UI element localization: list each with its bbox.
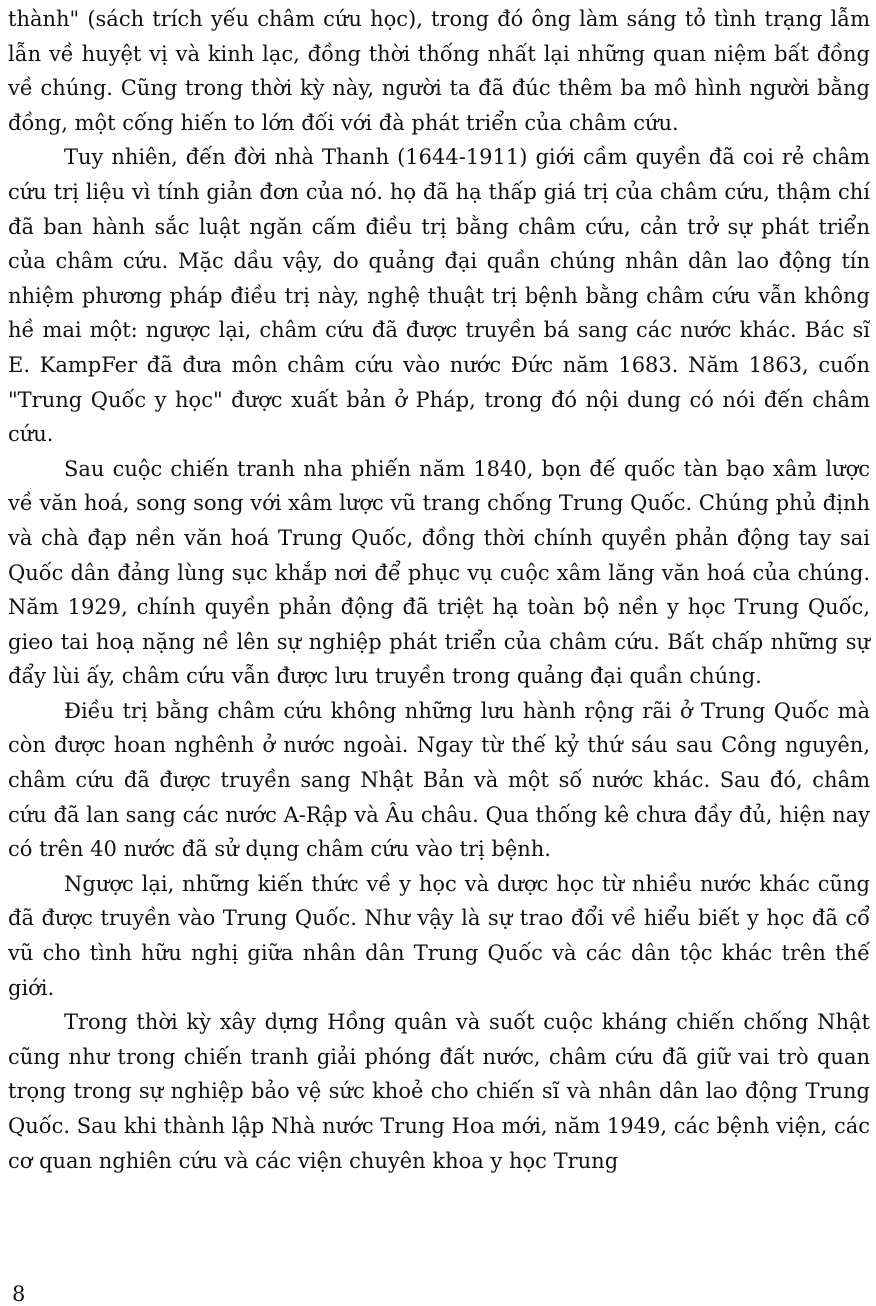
paragraph-3: Sau cuộc chiến tranh nha phiến năm 1840, bọn đế quốc tàn bạo xâm lược về văn hoá, song song với xâm lược vũ trang chống Trung Quốc. Chúng phủ định và chà đạp nền văn hoá Trung Quốc, đồng thời chính quyền phản động tay sai Quốc dân đảng lùng sục khắp nơi để phục vụ cuộc xâm lăng văn hoá của chúng. Năm 1929, chính quyền phản động đã triệt hạ toàn bộ nền y học Trung Quốc, gieo tai hoạ nặng nề lên sự nghiệp phát triển của châm cứu. Bất chấp những sự đẩy lùi ấy, châm cứu vẫn được lưu truyền trong quảng đại quần chúng. — [8, 456, 870, 689]
paragraph-1: thành" (sách trích yếu châm cứu học), trong đó ông làm sáng tỏ tình trạng lẫm lẫn về huyệt vị và kinh lạc, đồng thời thống nhất lại những quan niệm bất đồng về chúng. Cũng trong thời kỳ này, người ta đã đúc thêm ba mô hình người bằng đồng, một cống hiến to lớn đối với đà phát triển của châm cứu. — [8, 7, 870, 135]
paragraph-6: Trong thời kỳ xây dựng Hồng quân và suốt cuộc kháng chiến chống Nhật cũng như trong chiến tranh giải phóng đất nước, châm cứu đã giữ vai trò quan trọng trong sự nghiệp bảo vệ sức khoẻ cho chiến sĩ và nhân dân lao động Trung Quốc. Sau khi thành lập Nhà nước Trung Hoa mới, năm 1949, các bệnh viện, các cơ quan nghiên cứu và các viện chuyên khoa y học Trung — [8, 1010, 870, 1173]
paragraph-5: Ngược lại, những kiến thức về y học và dược học từ nhiều nước khác cũng đã được truyền vào Trung Quốc. Như vậy là sự trao đổi về hiểu biết y học đã cổ vũ cho tình hữu nghị giữa nhân dân Trung Quốc và các dân tộc khác trên thế giới. — [8, 871, 870, 1000]
paragraph-4: Điều trị bằng châm cứu không những lưu hành rộng rãi ở Trung Quốc mà còn được hoan nghênh ở nước ngoài. Ngay từ thế kỷ thứ sáu sau Công nguyên, châm cứu đã được truyền sang Nhật Bản và một số nước khác. Sau đó, châm cứu đã lan sang các nước A-Rập và Âu châu. Qua thống kê chưa đầy đủ, hiện nay có trên 40 nước đã sử dụng châm cứu vào trị bệnh. — [8, 698, 870, 862]
paragraph-2: Tuy nhiên, đến đời nhà Thanh (1644-1911) giới cầm quyền đã coi rẻ châm cứu trị liệu vì tính giản đơn của nó. họ đã hạ thấp giá trị của châm cứu, thậm chí đã ban hành sắc luật ngăn cấm điều trị bằng châm cứu, cản trở sự phát triển của châm cứu. Mặc dầu vậy, do quảng đại quần chúng nhân dân lao động tín nhiệm phương pháp điều trị này, nghệ thuật trị bệnh bằng châm cứu vẫn không hề mai một: ngược lại, châm cứu đã được truyền bá sang các nước khác. Bác sĩ E. KampFer đã đưa môn châm cứu vào nước Đức năm 1683. Năm 1863, cuốn "Trung Quốc y học" được xuất bản ở Pháp, trong đó nội dung có nói đến châm cứu. — [8, 145, 870, 447]
page-number: 8 — [12, 1282, 26, 1306]
